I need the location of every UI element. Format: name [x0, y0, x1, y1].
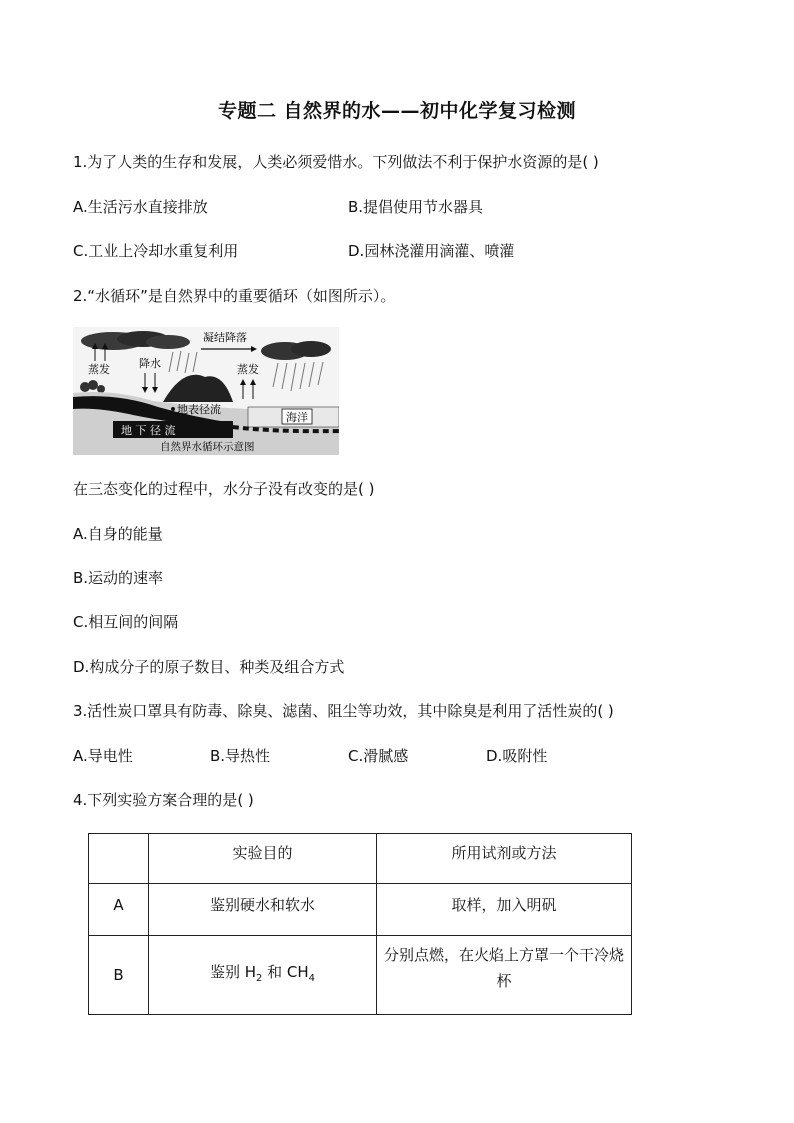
q1-option-c: C.工业上冷却水重复利用	[73, 242, 239, 260]
question-1-stem: 1.为了人类的生存和发展，人类必须爱惜水。下列做法不利于保护水资源的是( )	[73, 153, 599, 171]
experiment-table	[88, 833, 632, 1015]
table-header-cell	[89, 834, 149, 884]
q1-option-b: B.提倡使用节水器具	[348, 198, 484, 216]
figure-caption: 自然界水循环示意图	[160, 441, 255, 453]
question-3-stem: 3.活性炭口罩具有防毒、除臭、滤菌、阻尘等功效，其中除臭是利用了活性炭的( )	[73, 702, 614, 720]
label-rain: 降水	[139, 357, 161, 370]
q2-option-b: B.运动的速率	[73, 569, 164, 587]
q2-option-d: D.构成分子的原子数目、种类及组合方式	[73, 658, 345, 676]
q2-option-c: C.相互间的间隔	[73, 613, 179, 631]
row-purpose: 鉴别硬水和软水	[149, 884, 377, 936]
q3-option-b: B.导热性	[210, 747, 271, 765]
label-surface-runoff: 地表径流	[177, 403, 221, 416]
q3-option-d: D.吸附性	[486, 747, 548, 765]
subscript: 4	[308, 972, 316, 984]
row-purpose	[149, 936, 377, 1015]
page-title: 专题二 自然界的水——初中化学复习检测	[217, 100, 577, 122]
label-evaporate-left: 蒸发	[88, 363, 110, 376]
label-condense: 凝结降落	[203, 331, 247, 344]
table-row	[89, 936, 632, 1015]
q1-option-d: D.园林浇灌用滴灌、喷灌	[348, 242, 515, 260]
question-2-stem: 2.“水循环”是自然界中的重要循环（如图所示）。	[73, 287, 396, 305]
q3-option-c: C.滑腻感	[348, 747, 409, 765]
q3-option-a: A.导电性	[73, 747, 133, 765]
q1-option-a: A.生活污水直接排放	[73, 198, 208, 216]
label-evaporate-right: 蒸发	[237, 363, 259, 376]
row-method: 分别点燃，在火焰上方罩一个干冷烧杯	[377, 936, 632, 1015]
label-underground-runoff: 地 下 径 流	[121, 424, 176, 437]
purpose-text: 和 CH	[262, 962, 309, 981]
water-cycle-figure	[73, 327, 339, 455]
table-row	[89, 884, 632, 936]
table-header-cell: 实验目的	[149, 834, 377, 884]
row-method: 取样，加入明矾	[377, 884, 632, 936]
row-label: B	[89, 936, 149, 1015]
table-header-cell: 所用试剂或方法	[377, 834, 632, 884]
subscript: 2	[256, 972, 263, 984]
label-ocean: 海洋	[286, 411, 308, 424]
question-2-sub-stem: 在三态变化的过程中，水分子没有改变的是( )	[73, 480, 375, 498]
row-label: A	[89, 884, 149, 936]
purpose-text: 鉴别 H	[209, 962, 256, 981]
question-4-stem: 4.下列实验方案合理的是( )	[73, 791, 254, 809]
q2-option-a: A.自身的能量	[73, 525, 163, 543]
table-header-row	[89, 834, 632, 884]
